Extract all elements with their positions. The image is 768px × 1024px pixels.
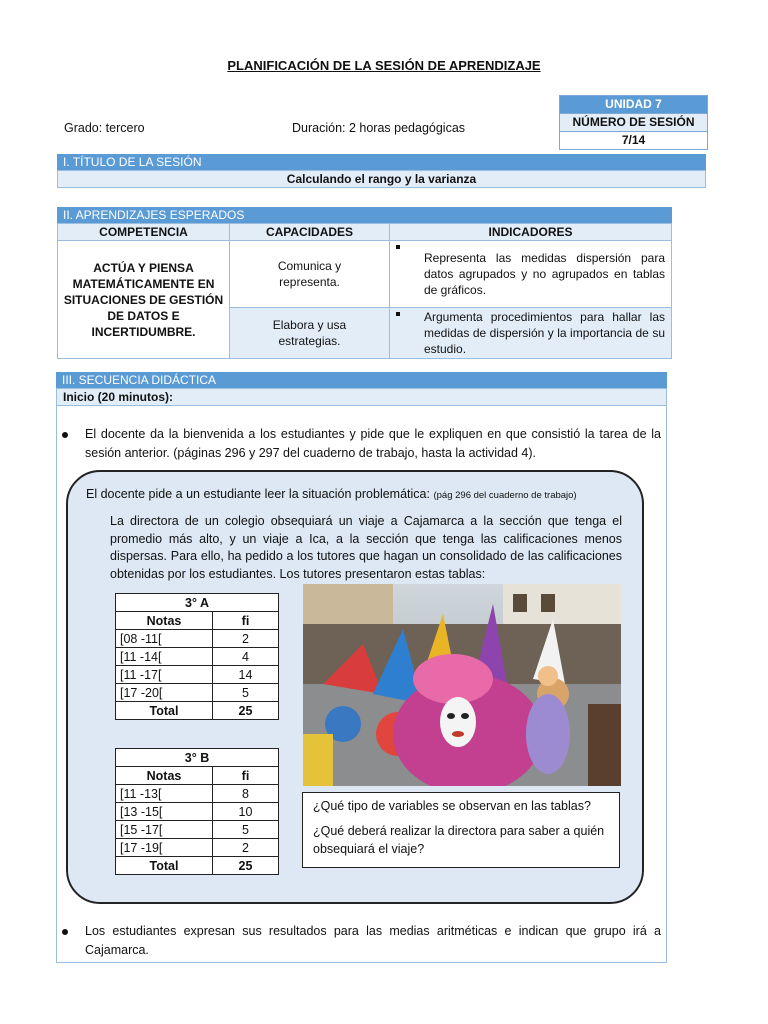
bullet2-text: Los estudiantes expresan sus resultados para las medias aritméticas e indican que grupo irá a Cajamarca. (85, 924, 661, 957)
grade-label: Grado: tercero (64, 121, 145, 135)
square-bullet-icon (396, 312, 400, 316)
bullet-icon (62, 432, 68, 438)
table-row (116, 839, 279, 857)
indicador-text: Argumenta procedimientos para hallar las medidas de dispersión y la importancia de su estudio. (424, 310, 665, 356)
box-intro-text: El docente pide a un estudiante leer la situación problemática: (86, 487, 430, 501)
cell: [13 -15[ (116, 803, 213, 821)
indicador-cell (390, 308, 672, 359)
cell: [11 -13[ (116, 785, 213, 803)
cell: 5 (213, 684, 279, 702)
cell: [15 -17[ (116, 821, 213, 839)
table-row (116, 666, 279, 684)
table-row (116, 803, 279, 821)
competencia-cell: ACTÚA Y PIENSA MATEMÁTICAMENTE EN SITUACIONES DE GESTIÓN DE DATOS E INCERTIDUMBRE. (58, 241, 230, 359)
cell: [08 -11[ (116, 630, 213, 648)
situation-text: La directora de un colegio obsequiará un viaje a Cajamarca a la sección que tenga el promedio más alto, y un viaje a Ica, a la sección que tenga las calificaciones menos dispersas. Para ello, ha pedido a los tutores que hagan un consolidado de las calificaciones obtenidas por los estudiantes. Los tutores presentaron estas tablas: (110, 514, 622, 581)
unit-label: UNIDAD 7 (560, 96, 707, 113)
box-reference: (pág 296 del cuaderno de trabajo) (433, 490, 577, 501)
total-label: Total (116, 857, 213, 875)
questions-box (302, 792, 620, 868)
col-notas: Notas (116, 767, 213, 785)
duration-label: Duración: 2 horas pedagógicas (292, 121, 466, 135)
festival-photo-illustration (303, 584, 621, 786)
col-notas: Notas (116, 612, 213, 630)
page-title: PLANIFICACIÓN DE LA SESIÓN DE APRENDIZAJE (227, 58, 541, 73)
cell: 2 (213, 630, 279, 648)
table-row (116, 648, 279, 666)
learning-table (57, 223, 672, 359)
cell: [17 -20[ (116, 684, 213, 702)
session-title: Calculando el rango y la varianza (57, 170, 706, 188)
section2-heading: II. APRENDIZAJES ESPERADOS (57, 207, 672, 223)
cell: 14 (213, 666, 279, 684)
question-2: ¿Qué deberá realizar la directora para saber a quién obsequiará el viaje? (313, 824, 605, 856)
table-row (116, 785, 279, 803)
total-label: Total (116, 702, 213, 720)
section3-heading: III. SECUENCIA DIDÁCTICA (56, 372, 667, 388)
total-value: 25 (213, 702, 279, 720)
col-capacidades: CAPACIDADES (230, 224, 390, 241)
unit-box (559, 95, 708, 150)
table-row (116, 630, 279, 648)
table-3b (115, 748, 279, 875)
square-bullet-icon (396, 245, 400, 249)
indicador-text: Representa las medidas dispersión para datos agrupados y no agrupados en tablas de gráficos. (424, 251, 665, 297)
bullet-icon (62, 929, 68, 935)
box-intro (86, 487, 626, 501)
capacidad-cell: Comunica y representa. (230, 241, 390, 308)
col-indicadores: INDICADORES (390, 224, 672, 241)
festival-photo (303, 584, 621, 786)
cell: 5 (213, 821, 279, 839)
session-number: 7/14 (560, 131, 707, 149)
question-1: ¿Qué tipo de variables se observan en las tablas? (313, 799, 591, 813)
total-value: 25 (213, 857, 279, 875)
inicio-label: Inicio (20 minutos): (56, 388, 667, 406)
cell: [17 -19[ (116, 839, 213, 857)
session-label: NÚMERO DE SESIÓN (560, 113, 707, 131)
cell: 2 (213, 839, 279, 857)
table-title: 3° B (116, 749, 279, 767)
cell: [11 -14[ (116, 648, 213, 666)
table-row (116, 684, 279, 702)
table-row (116, 821, 279, 839)
table-title: 3° A (116, 594, 279, 612)
cell: [11 -17[ (116, 666, 213, 684)
section1-heading: I. TÍTULO DE LA SESIÓN (57, 154, 706, 170)
col-fi: fi (213, 767, 279, 785)
table-3a (115, 593, 279, 720)
cell: 4 (213, 648, 279, 666)
capacidad-cell: Elabora y usa estrategias. (230, 308, 390, 359)
cell: 8 (213, 785, 279, 803)
col-fi: fi (213, 612, 279, 630)
bullet1-text: El docente da la bienvenida a los estudiantes y pide que le expliquen en que consistió la tarea de la sesión anterior. (páginas 296 y 297 del cuaderno de trabajo, hasta la actividad 4). (85, 427, 661, 460)
indicador-cell (390, 241, 672, 308)
cell: 10 (213, 803, 279, 821)
col-competencia: COMPETENCIA (58, 224, 230, 241)
